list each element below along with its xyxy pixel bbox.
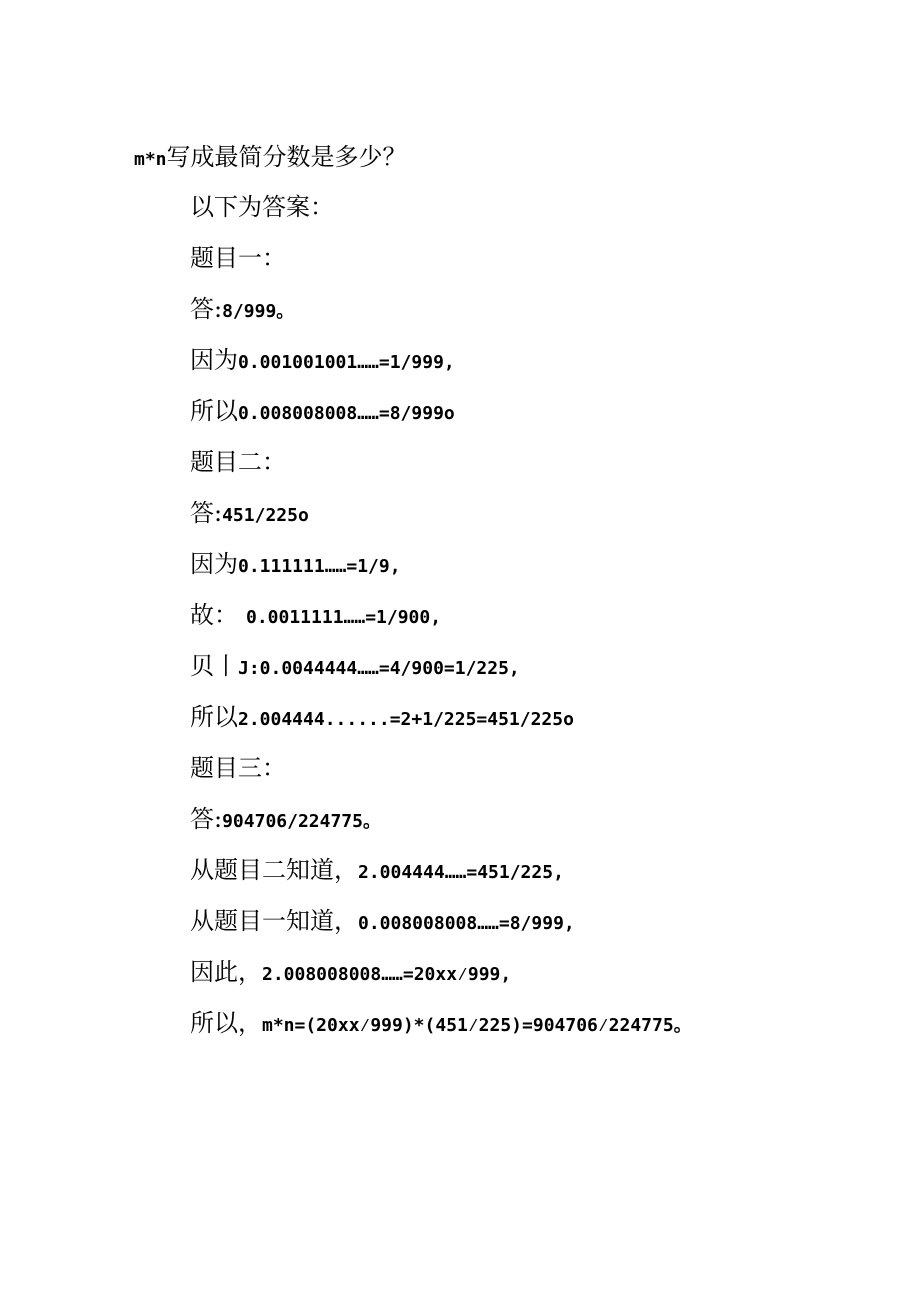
- q3-line-3: [190, 957, 511, 987]
- q1-line-2: [190, 396, 455, 426]
- q3-line-1-value: 2.004444……=451/225,: [358, 862, 564, 883]
- question-tail: [134, 142, 407, 172]
- q2-line-1: [190, 549, 401, 579]
- q3-line-4-prefix: 所以，: [190, 1009, 262, 1037]
- q3-line-4-value: m*n=(20xx⁄999)*(451⁄225)=904706⁄224775。: [262, 1015, 692, 1036]
- q2-line-4: [190, 702, 574, 732]
- q2-line-1-prefix: 因为: [190, 550, 238, 578]
- q2-heading: 题目二：: [190, 448, 286, 476]
- q3-line-2-value: 0.008008008……=8/999,: [358, 913, 575, 934]
- q3-heading: 题目三：: [190, 754, 286, 782]
- q1-line-1-value: 0.001001001……=1/999,: [238, 352, 455, 373]
- q3-answer-value: 904706/224775。: [222, 811, 381, 832]
- q2-answer-label: 答:: [190, 499, 223, 527]
- q1-line-1-prefix: 因为: [190, 346, 238, 374]
- answers-intro: 以下为答案：: [190, 193, 334, 221]
- q2-line-3-value: J:0.0044444……=4/900=1/225,: [238, 658, 520, 679]
- q3-line-4: [190, 1008, 692, 1038]
- q3-line-3-prefix: 因此，: [190, 958, 262, 986]
- q1-line-2-value: 0.008008008……=8/999o: [238, 403, 455, 424]
- q2-line-3: [190, 651, 520, 681]
- q1-line-2-prefix: 所以: [190, 397, 238, 425]
- q2-line-4-prefix: 所以: [190, 703, 238, 731]
- q3-answer-label: 答:: [190, 805, 223, 833]
- q3-line-1: [190, 855, 564, 885]
- q2-answer: [190, 498, 309, 528]
- question-text: 写成最简分数是多少？: [166, 143, 407, 171]
- q2-answer-value: 451/225o: [222, 505, 309, 526]
- q1-answer-value: 8/999。: [222, 301, 295, 322]
- q2-line-2-prefix: 故：: [190, 601, 238, 629]
- q1-answer: [190, 294, 294, 324]
- q3-line-2-prefix: 从题目一知道，: [190, 907, 358, 935]
- q1-heading: 题目一：: [190, 244, 286, 272]
- q3-line-3-value: 2.008008008……=20xx⁄999,: [262, 964, 512, 985]
- q1-answer-label: 答:: [190, 295, 223, 323]
- q3-line-2: [190, 906, 575, 936]
- q2-line-4-value: 2.004444......=2+1/225=451/225o: [238, 709, 574, 730]
- q3-line-1-prefix: 从题目二知道，: [190, 856, 358, 884]
- q2-line-2: [190, 600, 441, 630]
- q3-answer: [190, 804, 381, 834]
- question-expr: m*n: [134, 149, 167, 170]
- q1-line-1: [190, 345, 455, 375]
- q2-line-1-value: 0.111111……=1/9,: [238, 556, 401, 577]
- q2-line-3-prefix: 贝丨: [190, 652, 238, 680]
- q2-line-2-value: 0.0011111……=1/900,: [246, 607, 442, 628]
